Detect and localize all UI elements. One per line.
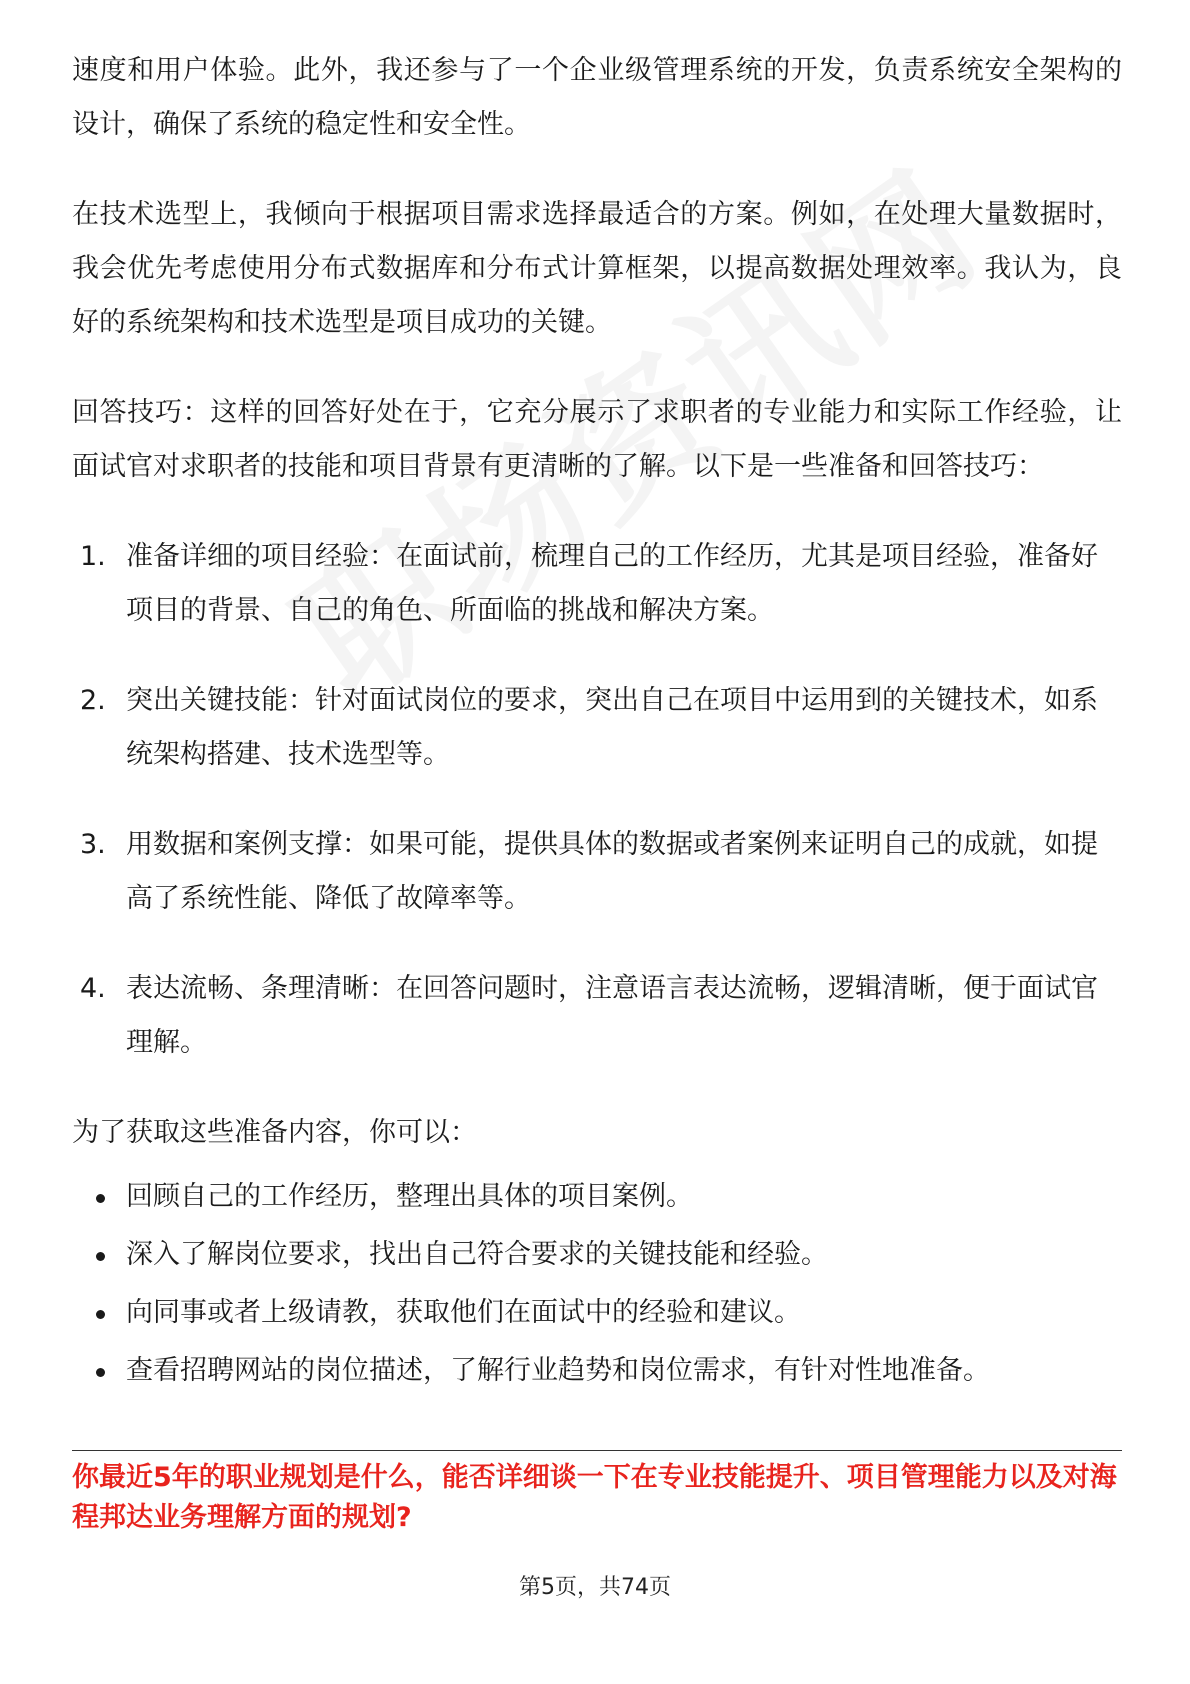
list-item xyxy=(72,962,1122,1070)
list-item-text: 表达流畅、条理清晰：在回答问题时，注意语言表达流畅，逻辑清晰，便于面试官理解。 xyxy=(126,973,1098,1058)
bullet-item xyxy=(72,1170,1122,1224)
list-number: 2. xyxy=(80,685,106,716)
paragraph: 速度和用户体验。此外，我还参与了一个企业级管理系统的开发，负责系统安全架构的设计，确保了系统的稳定性和安全性。 xyxy=(72,55,1122,140)
list-item-text: 准备详细的项目经验：在面试前，梳理自己的工作经历，尤其是项目经验，准备好项目的背景、自己的角色、所面临的挑战和解决方案。 xyxy=(126,541,1098,626)
prep-intro: 为了获取这些准备内容，你可以： xyxy=(72,1117,477,1148)
bullet-item xyxy=(72,1228,1122,1282)
list-number: 3. xyxy=(80,829,106,860)
bullet-text: 向同事或者上级请教，获取他们在面试中的经验和建议。 xyxy=(126,1297,801,1328)
list-item xyxy=(72,674,1122,782)
list-number: 1. xyxy=(80,541,106,572)
list-item xyxy=(72,818,1122,926)
list-number: 4. xyxy=(80,973,106,1004)
bullet-list xyxy=(72,1170,1122,1398)
paragraph: 回答技巧：这样的回答好处在于，它充分展示了求职者的专业能力和实际工作经验，让面试官对求职者的技能和项目背景有更清晰的了解。以下是一些准备和回答技巧： xyxy=(72,397,1122,482)
section-divider xyxy=(72,1450,1122,1451)
page-content xyxy=(72,44,1122,1402)
bullet-icon xyxy=(96,1252,105,1261)
list-item xyxy=(72,530,1122,638)
paragraph: 在技术选型上，我倾向于根据项目需求选择最适合的方案。例如，在处理大量数据时，我会优先考虑使用分布式数据库和分布式计算框架，以提高数据处理效率。我认为，良好的系统架构和技术选型是项目成功的关键。 xyxy=(72,199,1122,338)
bullet-text: 深入了解岗位要求，找出自己符合要求的关键技能和经验。 xyxy=(126,1239,828,1270)
bullet-icon xyxy=(96,1310,105,1319)
bullet-item xyxy=(72,1344,1122,1398)
page-footer: 第5页，共74页 xyxy=(519,1575,671,1600)
bullet-text: 回顾自己的工作经历，整理出具体的项目案例。 xyxy=(126,1181,693,1212)
next-question-heading: 你最近5年的职业规划是什么，能否详细谈一下在专业技能提升、项目管理能力以及对海程邦达业务理解方面的规划? xyxy=(72,1462,1117,1533)
bullet-text: 查看招聘网站的岗位描述，了解行业趋势和岗位需求，有针对性地准备。 xyxy=(126,1355,990,1386)
bullet-icon xyxy=(96,1368,105,1377)
bullet-icon xyxy=(96,1194,105,1203)
list-item-text: 用数据和案例支撑：如果可能，提供具体的数据或者案例来证明自己的成就，如提高了系统性能、降低了故障率等。 xyxy=(126,829,1098,914)
list-item-text: 突出关键技能：针对面试岗位的要求，突出自己在项目中运用到的关键技术，如系统架构搭建、技术选型等。 xyxy=(126,685,1098,770)
bullet-item xyxy=(72,1286,1122,1340)
numbered-list xyxy=(72,530,1122,1070)
